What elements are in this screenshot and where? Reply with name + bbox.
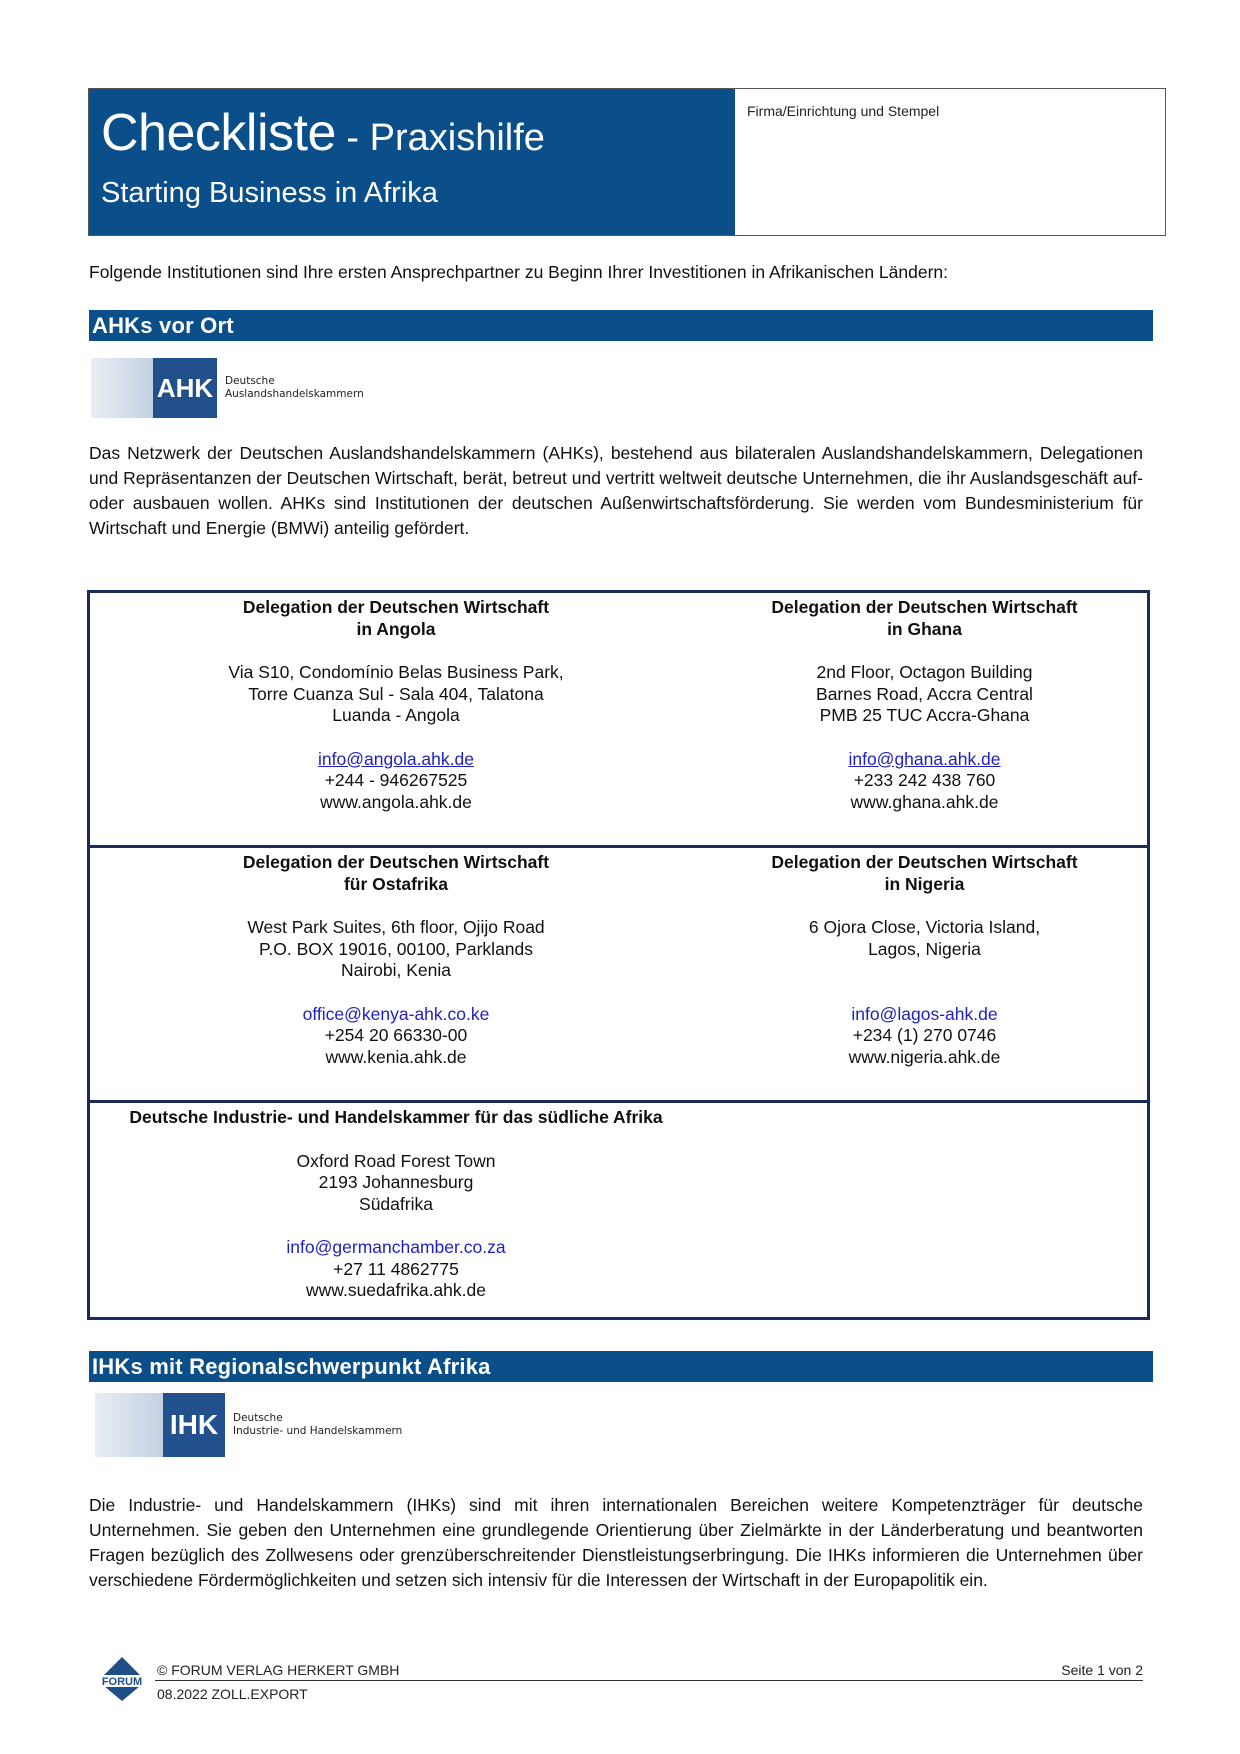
title-separator: - bbox=[335, 117, 370, 159]
stamp-field[interactable] bbox=[735, 89, 1165, 235]
contacts-row bbox=[90, 1107, 1147, 1317]
intro-text: Folgende Institutionen sind Ihre ersten Ansprechpartner zu Beginn Ihrer Investitionen in Afrikanischen Ländern: bbox=[89, 262, 949, 282]
contact-website: www.kenia.ahk.de bbox=[325, 1046, 467, 1067]
contact-name: Deutsche Industrie- und Handelskammer für das südliche Afrika bbox=[129, 1107, 663, 1127]
title-main: Checkliste bbox=[101, 104, 336, 162]
footer-publisher: © FORUM VERLAG HERKERT GMBH bbox=[157, 1662, 400, 1678]
contact-address: Nairobi, Kenia bbox=[341, 960, 451, 980]
section-heading-ihk: IHKs mit Regionalschwerpunkt Afrika bbox=[89, 1351, 1153, 1382]
row-divider bbox=[90, 845, 1147, 848]
contact-card-ostafrika bbox=[90, 852, 702, 1068]
contact-address: Südafrika bbox=[359, 1193, 433, 1214]
contact-card-ghana bbox=[702, 597, 1147, 813]
contact-region: für Ostafrika bbox=[343, 873, 449, 894]
ihk-logo-text: Deutsche Industrie- und Handelskammern bbox=[233, 1412, 403, 1437]
contact-address: Via S10, Condomínio Belas Business Park, bbox=[228, 662, 564, 682]
contact-phone: +27 11 4862775 bbox=[333, 1258, 459, 1279]
contact-region: in Nigeria bbox=[884, 873, 965, 894]
section-heading-ahk: AHKs vor Ort bbox=[89, 310, 1153, 341]
ahk-logo-abbr: AHK bbox=[153, 358, 217, 418]
contact-address: Luanda - Angola bbox=[332, 705, 460, 725]
contact-address: 6 Ojora Close, Victoria Island, bbox=[808, 917, 1041, 937]
footer-page-number: Seite 1 von 2 bbox=[1061, 1662, 1143, 1678]
document-header bbox=[88, 88, 1166, 236]
page-title bbox=[101, 103, 545, 163]
contact-address: Oxford Road Forest Town bbox=[296, 1150, 496, 1171]
contact-name: Delegation der Deutschen Wirtschaft bbox=[242, 597, 550, 617]
contact-phone: +244 - 946267525 bbox=[324, 770, 468, 790]
title-rest: Praxishilfe bbox=[369, 117, 545, 159]
contact-website: www.nigeria.ahk.de bbox=[848, 1046, 1001, 1067]
ihk-description: Die Industrie- und Handelskammern (IHKs) sind mit ihren internationalen Bereichen weitere Kompetenzträger für deutsche Unternehmen. Sie geben den Unternehmen eine grundlegende Orientierung über Zielmärkte in der Länderberatung und beantworten Fragen bezüglich des Zollwesens oder grenzüberschreitender Dienstleistungserbringung. Die IHKs informieren die Unternehmen über verschiedene Fördermöglichkeiten und setzen sich intensiv für die Interessen der Wirtschaft in der Europapolitik ein. bbox=[89, 1495, 1143, 1590]
contact-email-link[interactable]: info@lagos-ahk.de bbox=[851, 1003, 998, 1024]
contact-address bbox=[702, 960, 1147, 982]
contacts-row bbox=[90, 852, 1147, 1100]
header-title-block bbox=[89, 89, 735, 235]
contact-card-suedafrika bbox=[90, 1107, 702, 1302]
ihk-logo-abbr: IHK bbox=[163, 1393, 225, 1457]
contacts-table bbox=[87, 590, 1150, 1320]
contact-address: West Park Suites, 6th floor, Ojijo Road bbox=[247, 917, 545, 937]
row-divider bbox=[90, 1100, 1147, 1103]
contact-address: Torre Cuanza Sul - Sala 404, Talatona bbox=[248, 683, 544, 704]
stamp-label: Firma/Einrichtung und Stempel bbox=[747, 103, 940, 119]
ihk-logo bbox=[95, 1393, 402, 1457]
ahk-logo-text: Deutsche Auslandshandelskammern bbox=[225, 375, 364, 400]
contact-address: Lagos, Nigeria bbox=[868, 938, 981, 959]
contact-phone: +254 20 66330-00 bbox=[324, 1025, 468, 1045]
footer-divider bbox=[155, 1680, 1143, 1681]
contact-address: PMB 25 TUC Accra-Ghana bbox=[819, 705, 1030, 725]
contact-email-link[interactable]: info@angola.ahk.de bbox=[318, 748, 474, 769]
contact-name: Delegation der Deutschen Wirtschaft bbox=[771, 852, 1078, 872]
contact-email-link[interactable]: info@ghana.ahk.de bbox=[848, 748, 1001, 769]
contacts-row bbox=[90, 597, 1147, 845]
contact-card-angola bbox=[90, 597, 702, 813]
contact-name: Delegation der Deutschen Wirtschaft bbox=[771, 597, 1078, 617]
contact-region: in Angola bbox=[356, 618, 436, 639]
contact-website: www.angola.ahk.de bbox=[320, 791, 472, 812]
contact-address: Barnes Road, Accra Central bbox=[816, 683, 1033, 704]
contact-website: www.suedafrika.ahk.de bbox=[306, 1280, 486, 1300]
ahk-logo bbox=[91, 358, 364, 418]
contact-card-nigeria bbox=[702, 852, 1147, 1068]
footer-edition: 08.2022 ZOLL.EXPORT bbox=[157, 1686, 308, 1702]
page-subtitle: Starting Business in Afrika bbox=[101, 177, 438, 209]
contact-address: 2193 Johannesburg bbox=[318, 1172, 474, 1192]
contact-email-link[interactable]: office@kenya-ahk.co.ke bbox=[302, 1003, 490, 1024]
contact-address: P.O. BOX 19016, 00100, Parklands bbox=[258, 938, 534, 959]
contact-phone: +234 (1) 270 0746 bbox=[852, 1025, 997, 1045]
ahk-description: Das Netzwerk der Deutschen Auslandshandelskammern (AHKs), bestehend aus bilateralen Auslandshandelskammern, Delegationen und Repräsentanzen der Deutschen Wirtschaft, berät, betreut und vertritt weltweit deutsche Unternehmen, die ihr Auslandsgeschäft auf- oder ausbauen wollen. AHKs sind Institutionen der deutschen Außenwirtschaftsförderung. Sie werden vom Bundesministerium für Wirtschaft und Energie (BMWi) anteilig gefördert. bbox=[89, 443, 1143, 538]
forum-logo bbox=[96, 1655, 148, 1703]
forum-logo-text: FORUM bbox=[101, 1676, 143, 1688]
contact-region: in Ghana bbox=[887, 618, 962, 639]
contact-name: Delegation der Deutschen Wirtschaft bbox=[242, 852, 550, 872]
contact-address: 2nd Floor, Octagon Building bbox=[816, 662, 1033, 682]
contact-website: www.ghana.ahk.de bbox=[850, 791, 999, 812]
contact-email-link[interactable]: info@germanchamber.co.za bbox=[286, 1237, 506, 1257]
contact-phone: +233 242 438 760 bbox=[853, 770, 996, 790]
